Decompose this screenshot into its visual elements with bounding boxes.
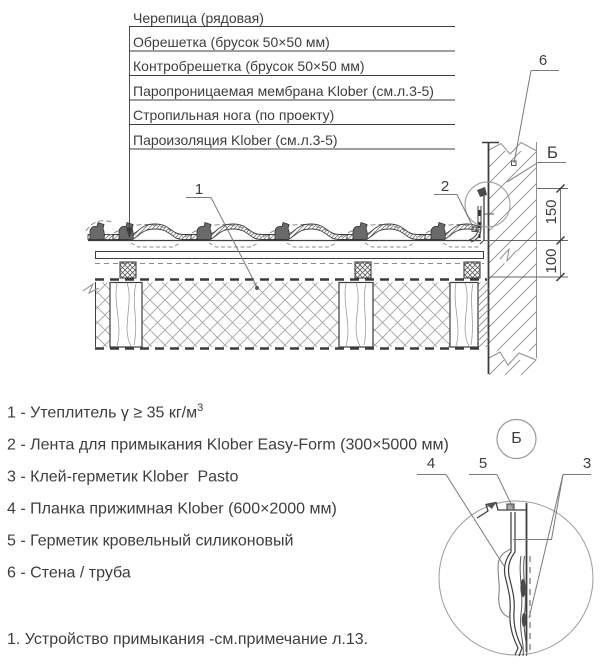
counter-batten-blocks [120, 262, 480, 278]
callout-3: 3 [582, 455, 592, 472]
detail-circle-label-b: Б [511, 430, 522, 447]
legend-text: 5 - Герметик кровельный силиконовый [7, 532, 294, 550]
batten-board [95, 252, 484, 259]
legend-item-6 [7, 562, 131, 582]
callout-6: 6 [538, 52, 548, 69]
legend-text: 1 - Утеплитель γ ≥ 35 кг/м [7, 404, 198, 422]
insulation-layer [83, 282, 489, 347]
legend-text: 6 - Стена / труба [7, 564, 131, 582]
legend-text: 2 - Лента для примыкания Klober Easy-Form (300×5000 мм) [7, 436, 449, 454]
legend-item-1 [7, 402, 203, 422]
callout-5: 5 [478, 455, 488, 472]
legend-text: 4 - Планка прижимная Klober (600×2000 мм) [7, 500, 337, 518]
callout-1: 1 [194, 181, 204, 198]
legend-text: 3 - Клей-герметик Klober Pasto [7, 468, 239, 486]
dimension-150: 150 [543, 199, 560, 225]
wall-hatch [482, 140, 538, 375]
layer-label-vapour-barrier: Пароизоляция Klober (см.л.3-5) [133, 132, 338, 148]
dimension-100: 100 [543, 248, 560, 274]
callout-4: 4 [426, 455, 436, 472]
layer-label-tiles: Черепица (рядовая) [133, 10, 264, 26]
layer-label-rafter: Стропильная нога (по проекту) [133, 107, 335, 123]
legend-item-4 [7, 498, 337, 518]
legend-item-2 [7, 434, 449, 454]
legend-item-5 [7, 530, 293, 550]
note-text: 1. Устройство примыкания -см.примечание л.13. [7, 631, 369, 648]
legend-superscript: 3 [197, 402, 204, 414]
layer-label-battens: Обрешетка (брусок 50×50 мм) [133, 34, 330, 50]
layer-label-membrane: Паропроницаемая мембрана Klober (см.л.3-5) [133, 83, 434, 99]
legend-item-3 [7, 466, 238, 486]
tile-layer [86, 221, 503, 247]
detail-marker-b: Б [546, 143, 559, 162]
callout-2: 2 [440, 178, 450, 195]
layer-label-counterbattens: Контробрешетка (брусок 50×50 мм) [133, 58, 365, 74]
